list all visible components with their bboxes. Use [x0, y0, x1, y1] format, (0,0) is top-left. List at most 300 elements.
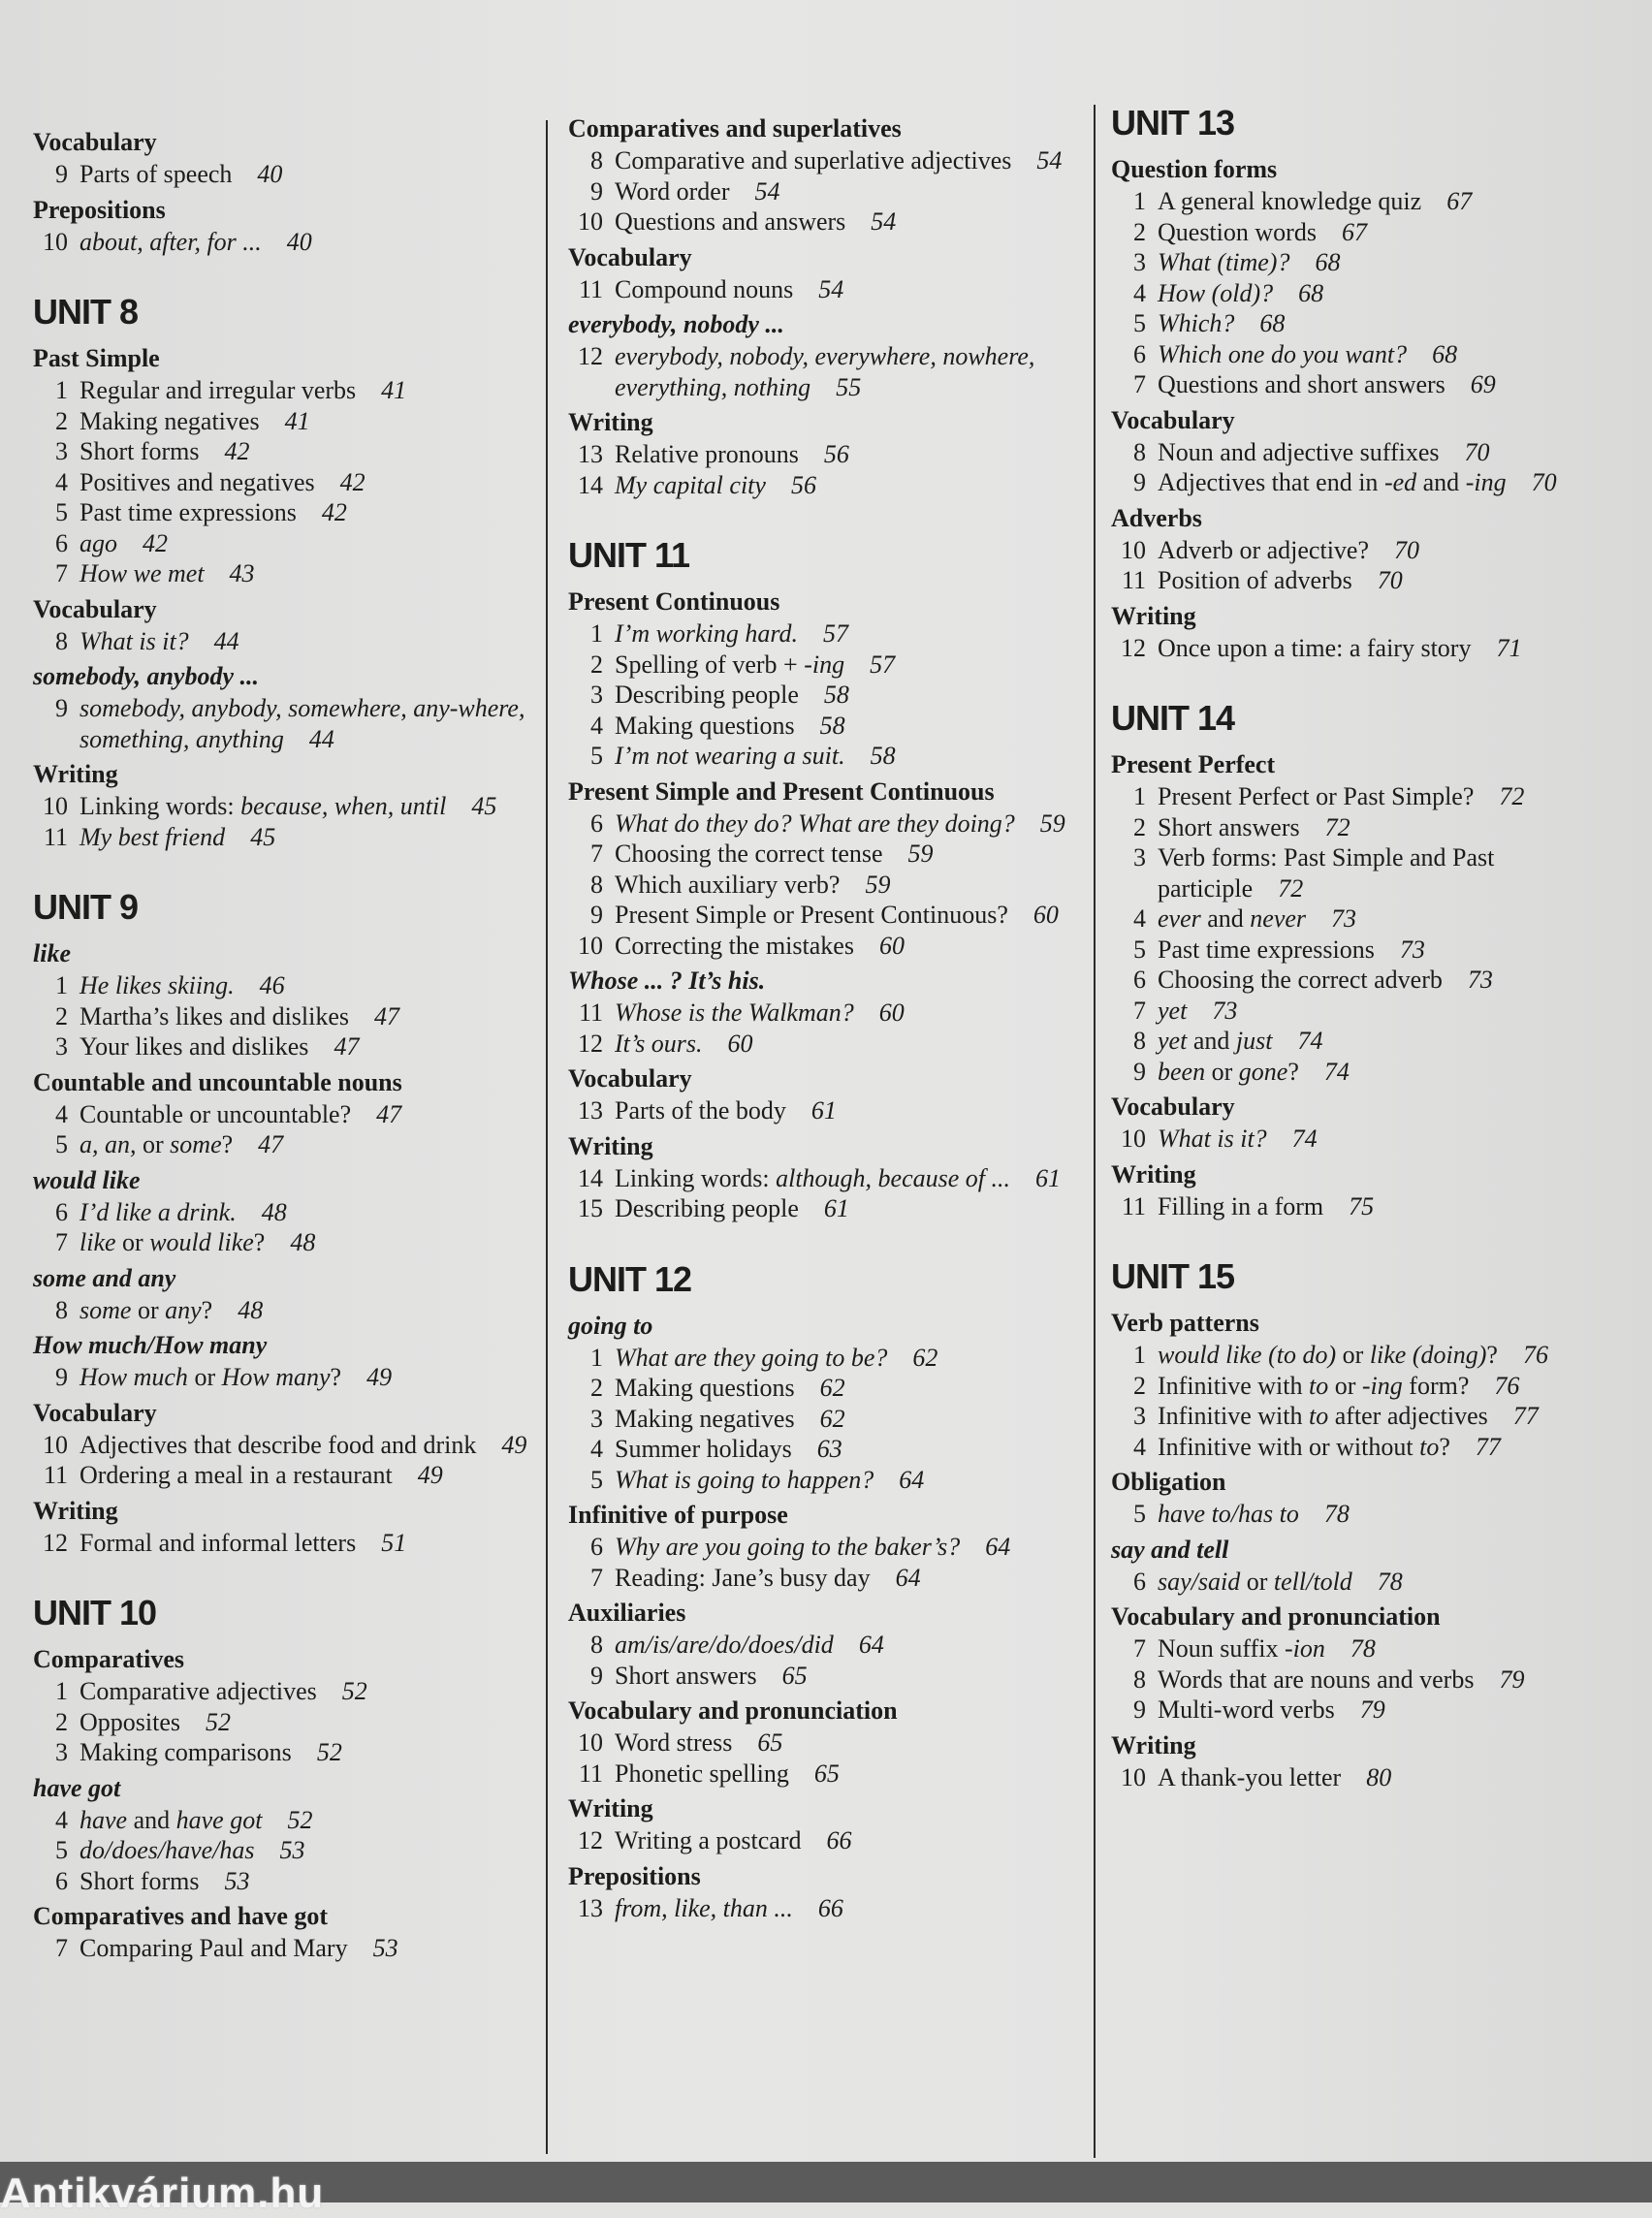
section-heading: everybody, nobody ...	[568, 310, 784, 338]
entry-number: 8	[590, 146, 603, 174]
entry-number: 12	[43, 1528, 68, 1557]
entry-page-number: 51	[381, 1528, 407, 1557]
entry-page-number: 59	[1039, 808, 1065, 838]
entry-title-part: some	[79, 1295, 132, 1324]
entry-title-part: I’m not wearing a suit.	[615, 742, 845, 770]
entry-number: 4	[1133, 904, 1146, 933]
entry-title-part: Making questions	[615, 711, 795, 740]
entry-title-part: Phonetic spelling	[615, 1759, 789, 1788]
entry-title-part: a, an,	[79, 1130, 137, 1158]
entry-title-part: about, after, for ...	[79, 227, 262, 256]
entry-page-number: 57	[870, 650, 896, 679]
entry-page-number: 67	[1341, 217, 1367, 246]
contents-entry	[33, 1295, 537, 1326]
contents-entry	[568, 1727, 1072, 1759]
contents-entry	[1111, 1124, 1635, 1155]
entry-number: 7	[1133, 1634, 1146, 1663]
entry-number: 12	[578, 1029, 603, 1058]
contents-column-2	[568, 109, 1072, 1923]
entry-title-part: to	[1308, 1402, 1329, 1430]
contents-entry	[1111, 308, 1635, 339]
contents-entry	[1111, 1401, 1635, 1432]
unit-heading: UNIT 15	[1111, 1256, 1235, 1296]
entry-number: 10	[578, 207, 603, 236]
entry-number: 7	[590, 1563, 603, 1592]
entry-page-number: 48	[238, 1295, 264, 1324]
entry-page-number: 52	[206, 1707, 231, 1736]
section-heading: Present Continuous	[568, 587, 780, 616]
entry-page-number: 68	[1259, 309, 1286, 337]
contents-entry	[33, 1528, 537, 1559]
entry-title-part: He likes skiing.	[79, 971, 235, 999]
contents-entry	[568, 206, 1072, 238]
entry-title-part: My best friend	[79, 822, 226, 851]
section-heading: going to	[568, 1311, 653, 1340]
entry-page-number: 53	[224, 1866, 250, 1895]
entry-title-part: say/said	[1158, 1567, 1241, 1596]
entry-page-number: 42	[339, 467, 365, 496]
entry-title-part: -ion	[1284, 1634, 1325, 1663]
entry-number: 5	[1133, 1500, 1146, 1528]
entry-number: 2	[1133, 217, 1146, 246]
contents-entry	[568, 1893, 1072, 1924]
contents-entry	[568, 808, 1072, 840]
contents-entry	[33, 1737, 537, 1768]
entry-title-part: -ing	[1361, 1371, 1403, 1400]
entry-title-part: How we met	[79, 559, 205, 587]
entry-number: 7	[55, 1228, 68, 1256]
entry-page-number: 73	[1467, 966, 1493, 994]
section-heading: Vocabulary	[33, 128, 157, 156]
entry-page-number: 79	[1359, 1695, 1385, 1724]
entry-title-part: Positives and negatives	[79, 467, 315, 496]
entry-page-number: 65	[781, 1661, 808, 1690]
section-heading: Writing	[33, 760, 118, 788]
entry-title-part: form?	[1402, 1371, 1470, 1400]
entry-title-part: like (doing)	[1369, 1341, 1487, 1369]
entry-title-part: Formal and informal letters	[79, 1528, 357, 1557]
section-heading: Vocabulary and pronunciation	[568, 1696, 898, 1725]
contents-entry	[1111, 1567, 1635, 1598]
entry-page-number: 73	[1212, 996, 1238, 1025]
entry-title-part: I’m working hard.	[615, 619, 798, 648]
contents-entry	[1111, 186, 1635, 217]
contents-column-1	[33, 122, 537, 1964]
entry-title-part: It’s ours.	[615, 1029, 703, 1058]
entry-title-part: Short forms	[79, 437, 200, 465]
entry-page-number: 49	[366, 1363, 393, 1391]
entry-number: 11	[43, 822, 68, 851]
entry-title-part: Once upon a time: a fairy story	[1158, 633, 1472, 662]
entry-title-part: What is it?	[1158, 1125, 1267, 1153]
entry-title-part: Relative pronouns	[615, 440, 799, 468]
entry-page-number: 60	[1032, 901, 1059, 929]
section-heading: some and any	[33, 1263, 176, 1292]
contents-entry	[568, 931, 1072, 962]
unit-heading: UNIT 12	[568, 1258, 692, 1299]
entry-number: 8	[590, 870, 603, 899]
entry-number: 5	[55, 1130, 68, 1158]
entry-number: 11	[1121, 566, 1146, 594]
section-heading: Writing	[1111, 1730, 1196, 1759]
entry-title-part: or	[1240, 1567, 1274, 1596]
entry-number: 6	[1133, 1567, 1146, 1596]
entry-page-number: 72	[1324, 812, 1350, 841]
contents-entry	[568, 1095, 1072, 1126]
contents-column-3	[1111, 103, 1635, 1792]
entry-title-part: although, because of ...	[776, 1163, 1011, 1192]
entry-number: 12	[578, 342, 603, 370]
contents-entry	[568, 1404, 1072, 1435]
entry-page-number: 47	[258, 1130, 284, 1158]
entry-title-part: ?	[201, 1295, 213, 1324]
entry-number: 9	[590, 176, 603, 206]
entry-number: 6	[590, 1533, 603, 1561]
entry-number: 2	[590, 1374, 603, 1402]
entry-page-number: 64	[985, 1533, 1011, 1561]
section-heading: Vocabulary	[1111, 405, 1235, 434]
entry-number: 5	[55, 1836, 68, 1864]
entry-page-number: 78	[1377, 1567, 1403, 1596]
entry-title-part: would like	[149, 1228, 254, 1256]
entry-page-number: 64	[895, 1563, 921, 1592]
entry-title-part: Reading: Jane’s busy day	[615, 1563, 871, 1592]
entry-number: 13	[578, 1893, 603, 1922]
entry-title-part: yet	[1158, 1027, 1188, 1055]
entry-title-part: and	[1200, 904, 1251, 933]
entry-title-part: Position of adverbs	[1158, 566, 1352, 594]
contents-entry	[33, 1362, 537, 1393]
entry-title-part: never	[1250, 904, 1307, 933]
contents-entry	[33, 970, 537, 1001]
entry-title-part: Infinitive with	[1158, 1402, 1309, 1430]
entry-title-part: Linking words:	[615, 1163, 777, 1192]
entry-title-part: Countable or uncountable?	[79, 1099, 352, 1128]
entry-number: 9	[55, 160, 68, 188]
entry-page-number: 48	[290, 1228, 316, 1256]
section-heading: Vocabulary	[33, 594, 157, 623]
entry-number: 10	[43, 792, 68, 820]
contents-entry	[568, 1343, 1072, 1374]
section-heading: Writing	[1111, 601, 1196, 630]
entry-number: 3	[590, 1404, 603, 1433]
entry-title-part: ?	[1439, 1432, 1450, 1461]
entry-title-part: Making comparisons	[79, 1738, 292, 1766]
contents-entry	[33, 497, 537, 528]
entry-number: 9	[1133, 1695, 1146, 1724]
entry-number: 4	[55, 1099, 68, 1128]
entry-number: 12	[1121, 633, 1146, 662]
entry-title-part: Question words	[1158, 217, 1317, 246]
contents-entry	[568, 900, 1072, 931]
entry-number: 11	[578, 998, 603, 1027]
entry-title-part: some	[170, 1130, 222, 1158]
unit-heading: UNIT 14	[1111, 698, 1235, 738]
entry-number: 3	[1133, 843, 1146, 871]
contents-entry	[568, 839, 1072, 870]
contents-entry	[33, 1031, 537, 1062]
entry-page-number: 74	[1297, 1027, 1323, 1055]
entry-number: 6	[1133, 339, 1146, 368]
entry-page-number: 44	[308, 724, 334, 753]
entry-number: 4	[55, 467, 68, 496]
entry-title-part: have got	[175, 1805, 263, 1834]
entry-page-number: 69	[1470, 370, 1496, 398]
contents-entry	[1111, 1026, 1635, 1057]
entry-page-number: 49	[501, 1430, 527, 1459]
entry-page-number: 79	[1499, 1664, 1525, 1694]
entry-title-part: Describing people	[615, 1194, 799, 1222]
contents-entry	[568, 618, 1072, 650]
entry-number: 7	[55, 559, 68, 587]
contents-entry	[1111, 1191, 1635, 1222]
section-heading: Past Simple	[33, 344, 160, 372]
entry-title-part: Summer holidays	[615, 1435, 792, 1463]
entry-number: 8	[590, 1631, 603, 1659]
contents-entry	[568, 1532, 1072, 1563]
contents-entry	[568, 145, 1072, 176]
entry-title-part: would like (to do)	[1158, 1341, 1337, 1369]
entry-title-part: Parts of speech	[79, 160, 233, 188]
entry-title-part: Infinitive with or without	[1158, 1432, 1420, 1461]
entry-title-part: after adjectives	[1328, 1402, 1488, 1430]
section-heading: Vocabulary	[33, 1398, 157, 1427]
entry-page-number: 73	[1399, 935, 1425, 964]
entry-page-number: 47	[334, 1032, 360, 1061]
contents-entry	[1111, 812, 1635, 843]
entry-number: 1	[1133, 782, 1146, 810]
entry-title-part: Short forms	[79, 1866, 200, 1895]
entry-title-part: What is going to happen?	[615, 1465, 874, 1494]
contents-entry	[33, 1835, 537, 1866]
entry-number: 9	[55, 694, 68, 722]
entry-number: 8	[1133, 437, 1146, 466]
section-heading: Vocabulary	[1111, 1093, 1235, 1121]
entry-number: 6	[55, 528, 68, 557]
entry-page-number: 77	[1512, 1402, 1539, 1430]
contents-entry	[33, 1099, 537, 1130]
section-heading: Countable and uncountable nouns	[33, 1067, 402, 1096]
entry-number: 1	[590, 1343, 603, 1372]
entry-number: 8	[55, 1295, 68, 1324]
entry-title-part: gone	[1238, 1057, 1288, 1086]
entry-page-number: 76	[1494, 1371, 1520, 1400]
section-heading: Infinitive of purpose	[568, 1501, 788, 1529]
entry-title-part: Making questions	[615, 1374, 795, 1402]
entry-page-number: 70	[1394, 535, 1420, 564]
entry-title-part: Comparative adjectives	[79, 1677, 317, 1705]
contents-entry	[33, 375, 537, 406]
contents-entry	[1111, 278, 1635, 309]
contents-entry	[33, 1460, 537, 1491]
entry-number: 4	[1133, 1432, 1146, 1461]
section-heading: Verb patterns	[1111, 1309, 1259, 1337]
section-heading: Present Perfect	[1111, 750, 1276, 778]
entry-title-part: and	[127, 1805, 176, 1834]
entry-title-part: have to/has to	[1158, 1500, 1299, 1528]
entry-title-part: -ing	[804, 650, 845, 679]
entry-title-part: A thank-you letter	[1158, 1762, 1342, 1791]
entry-title-part: Words that are nouns and verbs	[1158, 1664, 1475, 1694]
entry-title-part: What are they going to be?	[615, 1343, 888, 1372]
unit-heading: UNIT 8	[33, 292, 139, 332]
entry-number: 11	[43, 1461, 68, 1489]
contents-entry	[1111, 1432, 1635, 1463]
contents-entry	[33, 1676, 537, 1707]
entry-title-part: Your likes and dislikes	[79, 1032, 309, 1061]
section-heading: have got	[33, 1773, 121, 1802]
entry-title-part: Regular and irregular verbs	[79, 376, 357, 404]
contents-entry	[568, 1630, 1072, 1661]
entry-number: 9	[55, 1363, 68, 1391]
contents-entry	[1111, 535, 1635, 566]
entry-number: 14	[578, 1163, 603, 1192]
entry-number: 3	[1133, 1402, 1146, 1430]
entry-page-number: 49	[417, 1461, 443, 1489]
contents-entry	[568, 1434, 1072, 1465]
entry-title-part: Parts of the body	[615, 1096, 786, 1125]
contents-entry	[568, 998, 1072, 1029]
entry-number: 6	[1133, 966, 1146, 994]
unit-heading: UNIT 10	[33, 1593, 157, 1632]
entry-number: 11	[1121, 1191, 1146, 1220]
entry-title-part: Verb forms: Past Simple and Past participle	[1158, 843, 1495, 903]
entry-page-number: 52	[287, 1805, 313, 1834]
entry-number: 6	[590, 808, 603, 838]
contents-entry	[1111, 437, 1635, 468]
entry-title-part: Questions and short answers	[1158, 370, 1446, 398]
entry-number: 5	[1133, 309, 1146, 337]
entry-title-part: or	[1205, 1057, 1239, 1086]
entry-title-part: Adjectives that end in	[1158, 468, 1384, 496]
entry-title-part: do/does/have/has	[79, 1836, 255, 1864]
entry-page-number: 67	[1446, 187, 1473, 215]
section-heading: Auxiliaries	[568, 1599, 686, 1627]
entry-number: 8	[1133, 1027, 1146, 1055]
entry-page-number: 77	[1475, 1432, 1501, 1461]
entry-title-part: How (old)?	[1158, 278, 1274, 307]
contents-entry	[33, 159, 537, 190]
contents-entry	[568, 341, 1072, 402]
entry-page-number: 72	[1278, 873, 1304, 903]
entry-title-part: Short answers	[1158, 812, 1300, 841]
section-heading: would like	[33, 1165, 141, 1194]
contents-entry	[1111, 1633, 1635, 1664]
entry-number: 8	[55, 626, 68, 655]
section-heading: somebody, anybody ...	[33, 662, 259, 690]
entry-page-number: 48	[261, 1197, 287, 1226]
section-heading: Writing	[1111, 1159, 1196, 1188]
entry-title-part: Comparative and superlative adjectives	[615, 146, 1012, 174]
section-heading: Vocabulary and pronunciation	[1111, 1602, 1441, 1631]
section-heading: Whose ... ? It’s his.	[568, 966, 766, 995]
entry-number: 10	[43, 227, 68, 256]
entry-page-number: 54	[871, 207, 897, 236]
entry-page-number: 58	[819, 711, 845, 740]
entry-number: 10	[1121, 1762, 1146, 1791]
entry-number: 14	[578, 470, 603, 499]
unit-heading: UNIT 9	[33, 887, 139, 927]
entry-title-part: Choosing the correct tense	[615, 840, 883, 868]
entry-title-part: or	[131, 1295, 166, 1324]
entry-page-number: 53	[279, 1836, 305, 1864]
entry-number: 10	[1121, 1125, 1146, 1153]
contents-entry	[33, 822, 537, 853]
entry-title-part: Describing people	[615, 681, 799, 709]
contents-entry	[568, 650, 1072, 681]
contents-entry	[1111, 217, 1635, 248]
entry-page-number: 62	[819, 1404, 845, 1433]
entry-page-number: 78	[1350, 1634, 1376, 1663]
entry-title-part: Ordering a meal in a restaurant	[79, 1461, 393, 1489]
contents-entry	[568, 274, 1072, 305]
entry-title-part: Which?	[1158, 309, 1235, 337]
entry-title-part: Writing a postcard	[615, 1826, 802, 1854]
entry-title-part: and	[1187, 1027, 1236, 1055]
column-divider-2	[1094, 105, 1096, 2158]
contents-entry	[33, 1933, 537, 1964]
entry-title-part: My capital city	[615, 470, 766, 499]
entry-page-number: 68	[1432, 339, 1458, 368]
entry-number: 1	[55, 376, 68, 404]
entry-title-part: Noun and adjective suffixes	[1158, 437, 1440, 466]
contents-entry	[568, 470, 1072, 501]
contents-entry	[33, 1129, 537, 1160]
entry-number: 10	[1121, 535, 1146, 564]
entry-title-part: Making negatives	[79, 406, 260, 435]
entry-page-number: 66	[817, 1893, 843, 1922]
entry-title-part: Whose is the Walkman?	[615, 998, 854, 1027]
entry-number: 4	[1133, 278, 1146, 307]
entry-page-number: 40	[257, 160, 283, 188]
contents-entry	[1111, 935, 1635, 966]
contents-entry	[33, 1227, 537, 1258]
contents-entry	[1111, 633, 1635, 664]
entry-number: 7	[590, 840, 603, 868]
entry-page-number: 65	[813, 1759, 840, 1788]
entry-title-part: Choosing the correct adverb	[1158, 966, 1443, 994]
entry-page-number: 47	[374, 1001, 400, 1030]
contents-entry	[568, 176, 1072, 207]
entry-page-number: 61	[1035, 1163, 1062, 1192]
entry-number: 2	[590, 650, 603, 679]
contents-entry	[33, 791, 537, 822]
section-heading: Vocabulary	[568, 242, 692, 271]
entry-number: 9	[1133, 1057, 1146, 1086]
entry-title-part: Making negatives	[615, 1404, 795, 1433]
entry-title-part: am/is/are/do/does/did	[615, 1631, 834, 1659]
entry-title-part: Which auxiliary verb?	[615, 870, 841, 899]
entry-page-number: 56	[823, 440, 849, 468]
contents-entry	[568, 870, 1072, 901]
entry-page-number: 42	[224, 437, 250, 465]
entry-title-part: -ed	[1383, 468, 1417, 496]
entry-title-part: Multi-word verbs	[1158, 1695, 1335, 1724]
entry-number: 7	[1133, 996, 1146, 1025]
unit-heading: UNIT 13	[1111, 103, 1235, 143]
entry-number: 6	[55, 1197, 68, 1226]
entry-title-part: Short answers	[615, 1661, 757, 1690]
section-heading: Writing	[568, 1794, 653, 1822]
entry-title-part: or	[187, 1363, 222, 1391]
contents-entry	[568, 741, 1072, 772]
entry-number: 1	[55, 1677, 68, 1705]
contents-entry	[33, 1707, 537, 1738]
contents-entry	[568, 1029, 1072, 1060]
entry-number: 3	[55, 437, 68, 465]
contents-entry	[568, 680, 1072, 711]
contents-entry	[1111, 1057, 1635, 1088]
